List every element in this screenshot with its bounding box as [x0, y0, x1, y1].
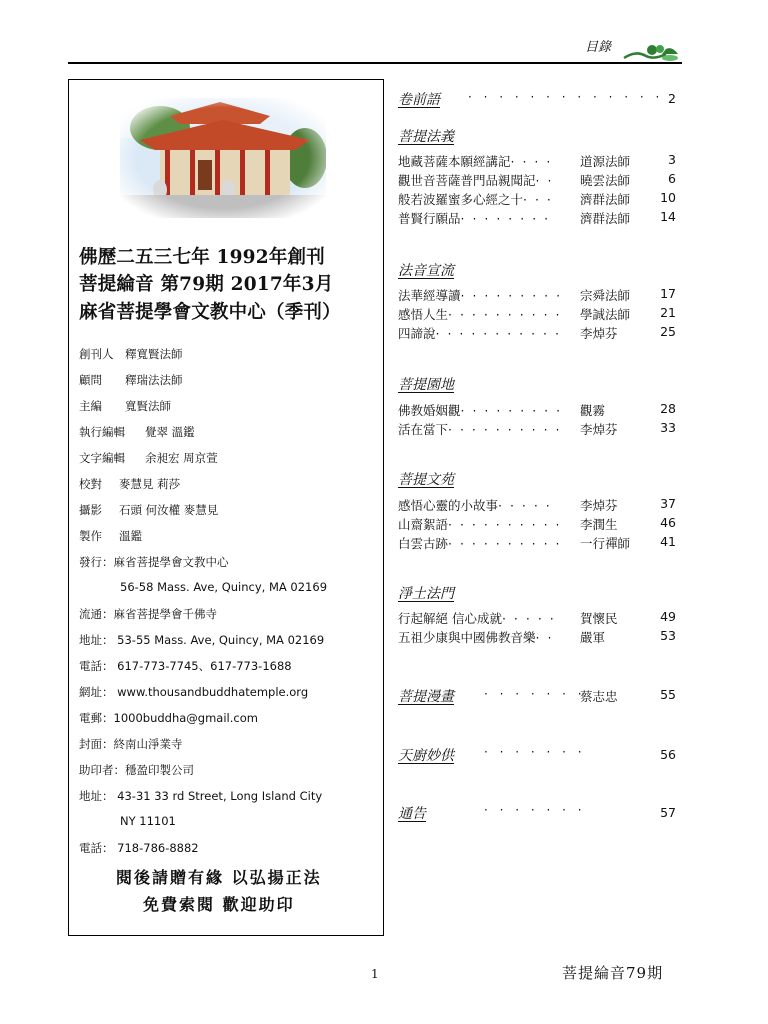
website-link[interactable]: 網址： www.thousandbuddhatemple.org	[79, 685, 309, 699]
toc-entry-page: 28	[660, 401, 676, 416]
temple-photo	[120, 98, 326, 218]
toc-entry-page: 41	[660, 534, 676, 549]
toc-entry[interactable]: 佛教婚姻觀· · · · · · · · ·	[398, 403, 563, 418]
toc-entry-page: 21	[660, 305, 676, 320]
slogan-line-1: 閱後請贈有緣 以弘揚正法	[116, 868, 322, 887]
toc-entry-page: 33	[660, 420, 676, 435]
publication-line-2: 菩提綸音 第79期 2017年3月	[79, 274, 334, 295]
toc-kitchen-title[interactable]: 天廚妙供	[398, 748, 454, 764]
toc-entry-page: 3	[668, 152, 676, 167]
toc-comic-dots: · · · · · · ·	[484, 687, 586, 701]
toc-section-title: 淨土法門	[398, 586, 454, 602]
printer-credit: 助印者：穩盈印製公司	[79, 763, 194, 777]
credit-editor-in-chief: 主編 寬賢法師	[79, 399, 171, 413]
credit-text-editor: 文字編輯 余昶宏 周京萱	[79, 451, 218, 465]
toc-entry-author: 賀懷民	[580, 611, 618, 626]
toc-entry-page: 25	[660, 324, 676, 339]
toc-section-title: 菩提法義	[398, 129, 454, 145]
toc-entry[interactable]: 法華經導讀· · · · · · · · ·	[398, 288, 563, 303]
toc-entry-author: 李焯芬	[580, 498, 618, 513]
toc-entry-author: 觀霧	[580, 403, 606, 418]
toc-entry-author: 一行禪師	[580, 536, 631, 551]
printer-phone: 電話： 718-786-8882	[79, 841, 199, 855]
publication-line-1: 佛歷二五三七年 1992年創刊	[79, 247, 325, 268]
toc-entry-author: 宗舜法師	[580, 288, 631, 303]
toc-entry[interactable]: 觀世音菩薩普門品親聞記· ·	[398, 173, 554, 188]
toc-entry-page: 49	[660, 609, 676, 624]
credit-founder: 創刊人 釋寬賢法師	[79, 347, 183, 361]
toc-entry-page: 14	[660, 209, 676, 224]
toc-entry[interactable]: 白雲古跡· · · · · · · · · ·	[398, 536, 562, 551]
toc-entry[interactable]: 山齋絮語· · · · · · · · · ·	[398, 517, 562, 532]
lotus-logo-icon	[622, 40, 680, 62]
toc-entry-page: 6	[668, 171, 676, 186]
printer-address-1: 地址： 43-31 33 rd Street, Long Island City	[79, 789, 323, 803]
credit-advisor: 顧問 釋瑞法法師	[79, 373, 183, 387]
credit-executive-editor: 執行編輯 覺翠 溫鑑	[79, 425, 195, 439]
toc-entry-author: 嚴軍	[580, 630, 606, 645]
toc-notice-dots: · · · · · · ·	[484, 803, 586, 817]
toc-entry-author: 學誠法師	[580, 307, 631, 322]
toc-preface-dots: · · · · · · · · · · · · ·	[468, 90, 664, 104]
header-title: 目錄	[585, 40, 612, 55]
printer-address-2: NY 11101	[120, 814, 176, 828]
temple-phone: 電話： 617-773-7745、617-773-1688	[79, 659, 292, 673]
header-rule	[68, 62, 682, 64]
credit-photography: 攝影 石頭 何汝權 麥慧見	[79, 503, 219, 517]
toc-notice-page: 57	[660, 805, 676, 820]
toc-kitchen-page: 56	[660, 747, 676, 762]
toc-entry[interactable]: 普賢行願品· · · · · · · ·	[398, 211, 551, 226]
toc-comic-page: 55	[660, 687, 676, 702]
toc-section-title: 菩提園地	[398, 377, 454, 393]
toc-entry-page: 53	[660, 628, 676, 643]
toc-entry-author: 道源法師	[580, 154, 631, 169]
credit-production: 製作 溫鑑	[79, 529, 142, 543]
toc-entry[interactable]: 般若波羅蜜多心經之十· · ·	[398, 192, 553, 207]
issue-publisher: 發行：麻省菩提學會文教中心	[79, 555, 229, 569]
toc-notice-title[interactable]: 通告	[398, 806, 426, 822]
toc-entry[interactable]: 活在當下· · · · · · · · · ·	[398, 422, 562, 437]
toc-entry-author: 李潤生	[580, 517, 618, 532]
credit-proofreading: 校對 麥慧見 莉莎	[79, 477, 181, 491]
circulation: 流通：麻省菩提學會千佛寺	[79, 607, 217, 621]
temple-address: 地址： 53-55 Mass. Ave, Quincy, MA 02169	[79, 633, 325, 647]
toc-entry-author: 濟群法師	[580, 192, 631, 207]
toc-comic-title[interactable]: 菩提漫畫	[398, 689, 454, 705]
toc-kitchen-dots: · · · · · · ·	[484, 745, 586, 759]
toc-entry[interactable]: 感悟心靈的小故事· · · · ·	[398, 498, 552, 513]
publication-line-3: 麻省菩提學會文教中心（季刊）	[79, 302, 341, 323]
toc-preface-page: 2	[668, 91, 676, 106]
footer-issue-title: 菩提綸音79期	[562, 964, 664, 982]
toc-entry[interactable]: 行起解絕 信心成就· · · · ·	[398, 611, 556, 626]
toc-entry-author: 曉雲法師	[580, 173, 631, 188]
toc-entry-page: 10	[660, 190, 676, 205]
toc-entry-author: 李焯芬	[580, 326, 618, 341]
toc-comic-author: 蔡志忠	[580, 689, 618, 704]
toc-entry[interactable]: 四諦說· · · · · · · · · · ·	[398, 326, 561, 341]
toc-entry[interactable]: 感悟人生· · · · · · · · · ·	[398, 307, 562, 322]
toc-section-title: 法音宣流	[398, 263, 454, 279]
page-number: 1	[371, 967, 379, 981]
toc-preface-title[interactable]: 卷前語	[398, 92, 440, 108]
slogan-line-2: 免費索閱 歡迎助印	[143, 895, 295, 914]
issue-address: 56-58 Mass. Ave, Quincy, MA 02169	[120, 580, 328, 594]
toc-entry-page: 46	[660, 515, 676, 530]
toc-entry-author: 濟群法師	[580, 211, 631, 226]
toc-section-title: 菩提文苑	[398, 472, 454, 488]
toc-entry-author: 李焯芬	[580, 422, 618, 437]
toc-entry[interactable]: 地藏菩薩本願經講記· · · ·	[398, 154, 553, 169]
toc-entry[interactable]: 五祖少康與中國佛教音樂· ·	[398, 630, 554, 645]
toc-entry-page: 37	[660, 496, 676, 511]
email-link[interactable]: 電郵：1000buddha@gmail.com	[79, 711, 258, 725]
toc-entry-page: 17	[660, 286, 676, 301]
cover-credit: 封面：終南山淨業寺	[79, 737, 183, 751]
